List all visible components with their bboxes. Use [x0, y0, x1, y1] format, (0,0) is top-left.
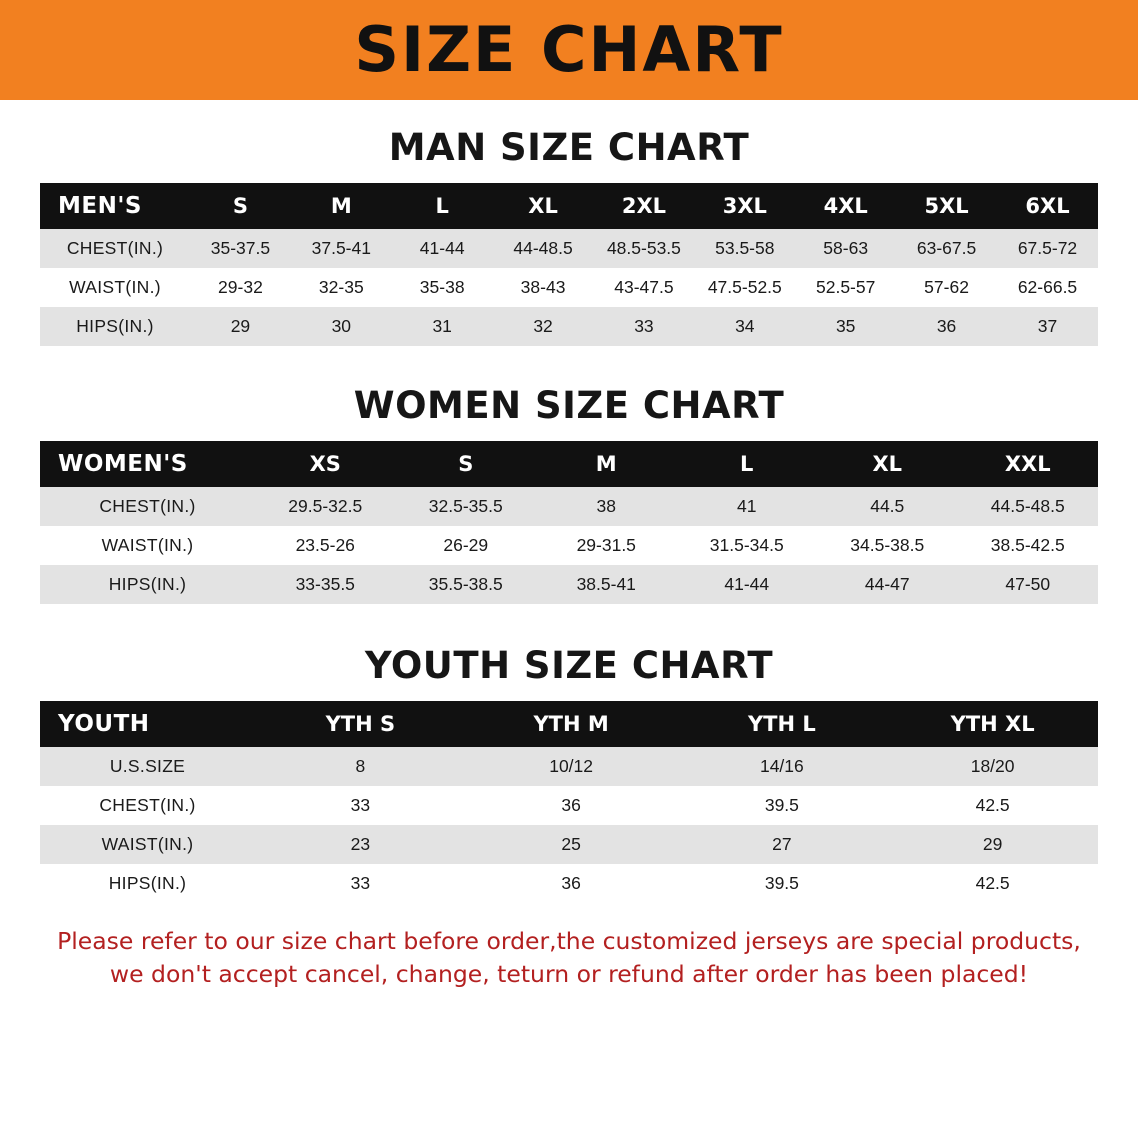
table-cell: 38 [536, 487, 677, 526]
table-cell: 35-37.5 [190, 229, 291, 268]
column-header: S [190, 183, 291, 229]
table-cell: 33-35.5 [255, 565, 396, 604]
table-cell: 23.5-26 [255, 526, 396, 565]
column-header: 2XL [594, 183, 695, 229]
row-label: CHEST(IN.) [40, 487, 255, 526]
men-table-wrap [40, 183, 1098, 346]
table-row [40, 229, 1098, 268]
column-header: YOUTH [40, 701, 255, 747]
table-cell: 26-29 [396, 526, 537, 565]
column-header: L [392, 183, 493, 229]
column-header: YTH M [466, 701, 677, 747]
row-label: CHEST(IN.) [40, 786, 255, 825]
row-label: U.S.SIZE [40, 747, 255, 786]
table-cell: 63-67.5 [896, 229, 997, 268]
table-cell: 44.5-48.5 [958, 487, 1099, 526]
column-header: XL [493, 183, 594, 229]
table-row [40, 786, 1098, 825]
table-cell: 29 [887, 825, 1098, 864]
table-cell: 18/20 [887, 747, 1098, 786]
table-cell: 35.5-38.5 [396, 565, 537, 604]
table-cell: 58-63 [795, 229, 896, 268]
table-cell: 29.5-32.5 [255, 487, 396, 526]
column-header: YTH XL [887, 701, 1098, 747]
table-cell: 38.5-41 [536, 565, 677, 604]
row-label: HIPS(IN.) [40, 565, 255, 604]
table-row [40, 565, 1098, 604]
table-cell: 41-44 [677, 565, 818, 604]
table-row [40, 747, 1098, 786]
column-header: MEN'S [40, 183, 190, 229]
table-cell: 44.5 [817, 487, 958, 526]
table-cell: 35-38 [392, 268, 493, 307]
row-label: WAIST(IN.) [40, 268, 190, 307]
table-cell: 34 [694, 307, 795, 346]
table-cell: 67.5-72 [997, 229, 1098, 268]
column-header: S [396, 441, 537, 487]
column-header: 5XL [896, 183, 997, 229]
table-header-row [40, 183, 1098, 229]
table-row [40, 307, 1098, 346]
column-header: XS [255, 441, 396, 487]
table-row [40, 487, 1098, 526]
table-cell: 31 [392, 307, 493, 346]
table-cell: 47-50 [958, 565, 1099, 604]
table-cell: 29-31.5 [536, 526, 677, 565]
column-header: 6XL [997, 183, 1098, 229]
column-header: WOMEN'S [40, 441, 255, 487]
table-cell: 32 [493, 307, 594, 346]
table-row [40, 825, 1098, 864]
table-cell: 53.5-58 [694, 229, 795, 268]
women-section-title: WOMEN SIZE CHART [353, 384, 785, 427]
footer-note-line-1: Please refer to our size chart before order,the customized jerseys are special products, [57, 927, 1081, 955]
table-cell: 62-66.5 [997, 268, 1098, 307]
table-cell: 33 [255, 786, 466, 825]
footer-note-line-2: we don't accept cancel, change, teturn or refund after order has been placed! [109, 960, 1029, 989]
page-banner [0, 0, 1138, 100]
table-cell: 57-62 [896, 268, 997, 307]
table-cell: 41-44 [392, 229, 493, 268]
table-cell: 23 [255, 825, 466, 864]
table-cell: 47.5-52.5 [694, 268, 795, 307]
table-cell: 42.5 [887, 786, 1098, 825]
table-cell: 42.5 [887, 864, 1098, 903]
youth-table-wrap [40, 701, 1098, 903]
column-header: XXL [958, 441, 1099, 487]
column-header: M [536, 441, 677, 487]
table-row [40, 864, 1098, 903]
men-size-table [40, 183, 1098, 346]
column-header: 3XL [694, 183, 795, 229]
table-cell: 36 [466, 786, 677, 825]
table-cell: 43-47.5 [594, 268, 695, 307]
table-cell: 37.5-41 [291, 229, 392, 268]
row-label: CHEST(IN.) [40, 229, 190, 268]
table-cell: 25 [466, 825, 677, 864]
column-header: XL [817, 441, 958, 487]
table-cell: 32.5-35.5 [396, 487, 537, 526]
table-cell: 52.5-57 [795, 268, 896, 307]
table-cell: 30 [291, 307, 392, 346]
page-title: SIZE CHART [354, 13, 784, 86]
column-header: 4XL [795, 183, 896, 229]
table-row [40, 526, 1098, 565]
table-cell: 10/12 [466, 747, 677, 786]
row-label: WAIST(IN.) [40, 825, 255, 864]
table-cell: 48.5-53.5 [594, 229, 695, 268]
table-cell: 44-48.5 [493, 229, 594, 268]
table-cell: 31.5-34.5 [677, 526, 818, 565]
table-cell: 29-32 [190, 268, 291, 307]
table-cell: 14/16 [677, 747, 888, 786]
table-cell: 8 [255, 747, 466, 786]
row-label: HIPS(IN.) [40, 864, 255, 903]
table-cell: 33 [594, 307, 695, 346]
women-size-table [40, 441, 1098, 604]
table-row [40, 268, 1098, 307]
table-cell: 34.5-38.5 [817, 526, 958, 565]
table-cell: 38.5-42.5 [958, 526, 1099, 565]
table-cell: 29 [190, 307, 291, 346]
column-header: YTH S [255, 701, 466, 747]
table-header-row [40, 701, 1098, 747]
column-header: L [677, 441, 818, 487]
table-cell: 39.5 [677, 864, 888, 903]
table-cell: 33 [255, 864, 466, 903]
column-header: YTH L [677, 701, 888, 747]
youth-section-title: YOUTH SIZE CHART [364, 644, 774, 687]
men-section-title: MAN SIZE CHART [388, 126, 750, 169]
table-header-row [40, 441, 1098, 487]
table-cell: 38-43 [493, 268, 594, 307]
column-header: M [291, 183, 392, 229]
table-cell: 37 [997, 307, 1098, 346]
women-table-wrap [40, 441, 1098, 604]
table-cell: 27 [677, 825, 888, 864]
table-cell: 35 [795, 307, 896, 346]
row-label: HIPS(IN.) [40, 307, 190, 346]
table-cell: 41 [677, 487, 818, 526]
table-cell: 39.5 [677, 786, 888, 825]
table-cell: 44-47 [817, 565, 958, 604]
row-label: WAIST(IN.) [40, 526, 255, 565]
footer-note [34, 925, 1104, 992]
table-cell: 36 [896, 307, 997, 346]
youth-size-table [40, 701, 1098, 903]
table-cell: 32-35 [291, 268, 392, 307]
table-cell: 36 [466, 864, 677, 903]
